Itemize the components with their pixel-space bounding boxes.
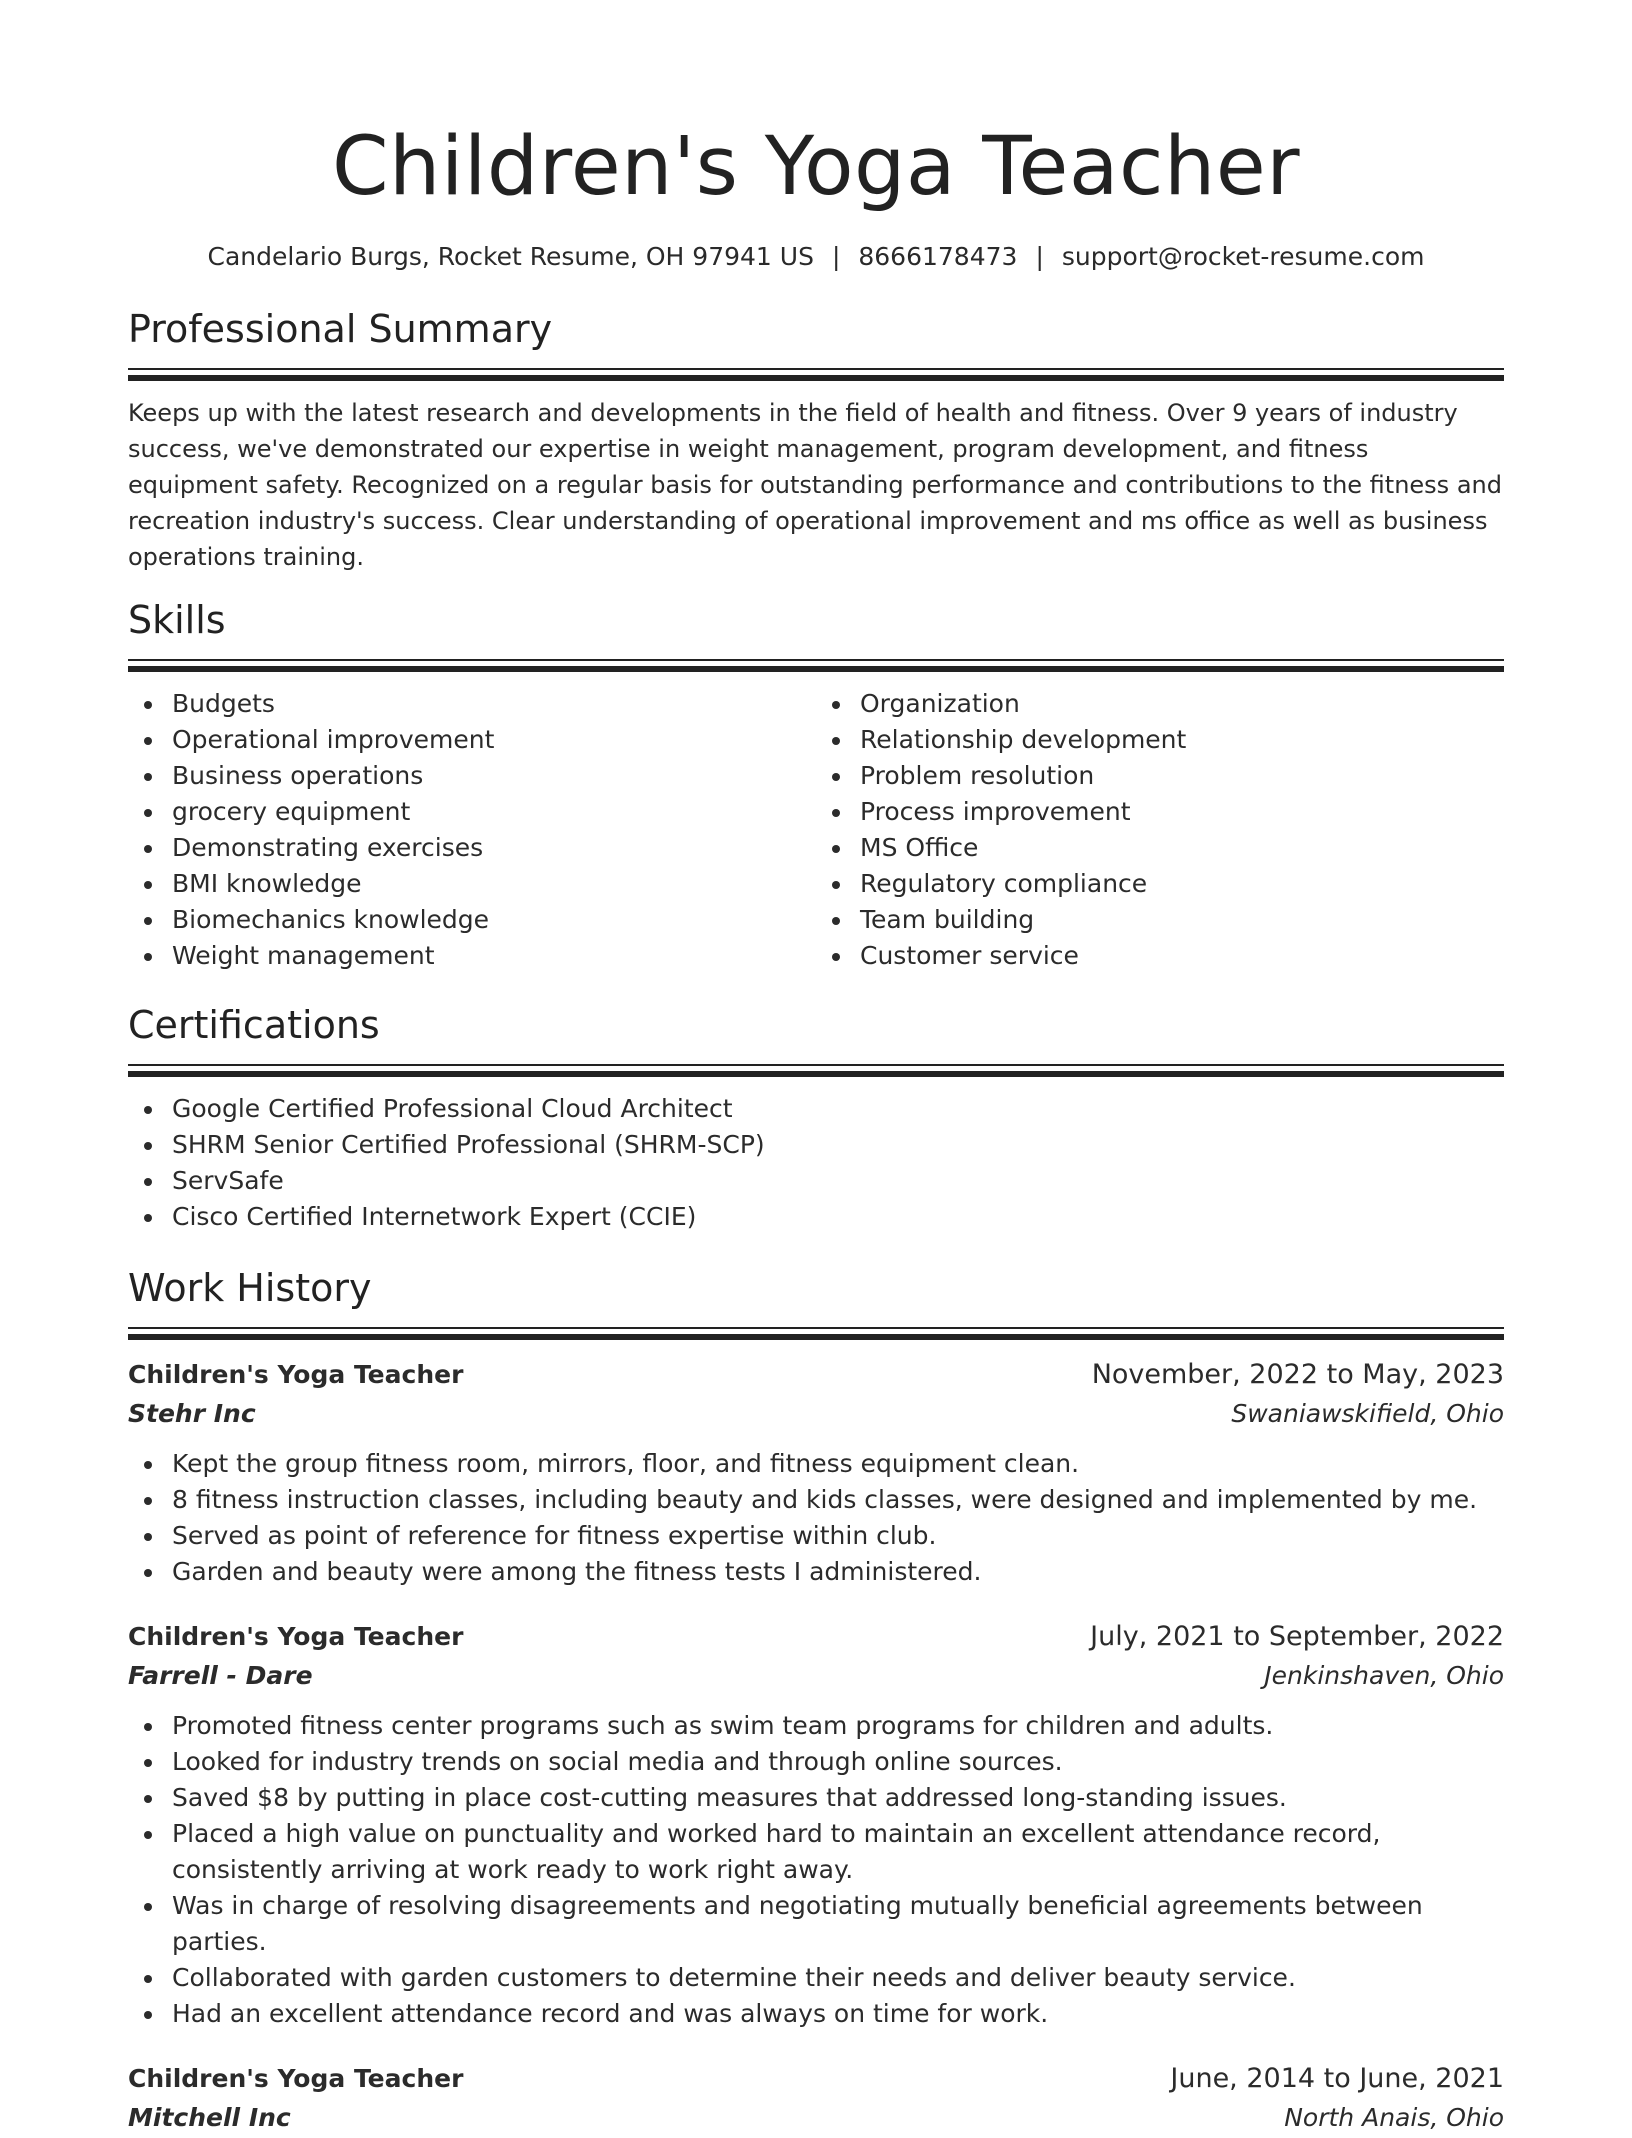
job-entry xyxy=(128,1618,1504,2032)
job-duty: Kept the group fitness room, mirrors, floor, and fitness equipment clean. xyxy=(172,1446,1504,1482)
skill-item: Relationship development xyxy=(860,722,1504,758)
job-location: North Anais, Ohio xyxy=(1284,2103,1504,2132)
skill-item: Customer service xyxy=(860,938,1504,974)
contact-phone: 8666178473 xyxy=(858,242,1018,271)
certification-item: Google Certified Professional Cloud Architect xyxy=(172,1091,1504,1127)
skill-item: Business operations xyxy=(172,758,816,794)
skill-item: MS Office xyxy=(860,830,1504,866)
contact-line xyxy=(128,239,1504,275)
certification-item: Cisco Certified Internetwork Expert (CCIE) xyxy=(172,1199,1504,1235)
job-header-row xyxy=(128,2060,1504,2098)
job-title: Children's Yoga Teacher xyxy=(128,1360,464,1389)
job-company: Farrell - Dare xyxy=(128,1661,313,1690)
skills-section xyxy=(128,595,1504,974)
job-duty: Collaborated with garden customers to determine their needs and deliver beauty service. xyxy=(172,1960,1504,1996)
summary-text: Keeps up with the latest research and developments in the field of health and fitness. Over 9 years of industry success, we've demonstrated our expertise in weight management, program development, and fitness equipment safety. Recognized on a regular basis for outstanding performance and contributions to the fitness and recreation industry's success. Clear understanding of operational improvement and ms office as well as business operations training. xyxy=(128,399,1502,571)
skill-item: Budgets xyxy=(172,686,816,722)
section-divider xyxy=(128,1064,1504,1077)
skill-item: Weight management xyxy=(172,938,816,974)
skill-item: Problem resolution xyxy=(860,758,1504,794)
skills-columns xyxy=(128,686,1504,974)
skills-list-left xyxy=(128,686,816,974)
job-duty: Had an excellent attendance record and was always on time for work. xyxy=(172,1996,1504,2032)
job-company-row xyxy=(128,2098,1504,2138)
skill-item: Biomechanics knowledge xyxy=(172,902,816,938)
work-history-section xyxy=(128,1263,1504,2138)
contact-separator: | xyxy=(1035,242,1044,271)
section-divider xyxy=(128,368,1504,381)
work-history-heading: Work History xyxy=(128,1266,372,1310)
job-location: Swaniawskifield, Ohio xyxy=(1231,1399,1504,1428)
skills-heading: Skills xyxy=(128,598,226,642)
job-title: Children's Yoga Teacher xyxy=(128,1622,464,1651)
skill-item: Team building xyxy=(860,902,1504,938)
job-company-row xyxy=(128,1394,1504,1434)
job-company: Stehr Inc xyxy=(128,1399,256,1428)
resume-title: Children's Yoga Teacher xyxy=(332,120,1300,214)
job-company-row xyxy=(128,1656,1504,1696)
job-header-row xyxy=(128,1356,1504,1394)
skill-item: Organization xyxy=(860,686,1504,722)
job-duty: Garden and beauty were among the fitness tests I administered. xyxy=(172,1554,1504,1590)
job-duty: Looked for industry trends on social media and through online sources. xyxy=(172,1744,1504,1780)
section-divider xyxy=(128,659,1504,672)
job-duty: Was in charge of resolving disagreements and negotiating mutually beneficial agreements between parties. xyxy=(172,1888,1504,1960)
job-duty: Placed a high value on punctuality and worked hard to maintain an excellent attendance record, consistently arriving at work ready to work right away. xyxy=(172,1816,1504,1888)
certifications-list xyxy=(128,1091,1504,1235)
job-duty: Served as point of reference for fitness expertise within club. xyxy=(172,1518,1504,1554)
contact-email[interactable]: support@rocket-resume.com xyxy=(1061,242,1425,271)
skill-item: Regulatory compliance xyxy=(860,866,1504,902)
job-entry xyxy=(128,2060,1504,2138)
job-dates: July, 2021 to September, 2022 xyxy=(1090,1621,1504,1652)
job-dates: November, 2022 to May, 2023 xyxy=(1091,1359,1504,1390)
summary-section xyxy=(128,304,1504,575)
contact-separator: | xyxy=(831,242,841,271)
skill-item: Operational improvement xyxy=(172,722,816,758)
skill-item: Process improvement xyxy=(860,794,1504,830)
job-entry xyxy=(128,1356,1504,1590)
job-duties xyxy=(128,1708,1504,2032)
summary-heading: Professional Summary xyxy=(128,307,553,351)
job-duties xyxy=(128,1446,1504,1590)
resume-content xyxy=(128,0,1504,2138)
job-dates: June, 2014 to June, 2021 xyxy=(1170,2063,1504,2094)
job-company: Mitchell Inc xyxy=(128,2103,291,2132)
contact-address: Candelario Burgs, Rocket Resume, OH 97941 US xyxy=(207,242,814,271)
skill-item: BMI knowledge xyxy=(172,866,816,902)
skill-item: grocery equipment xyxy=(172,794,816,830)
certification-item: ServSafe xyxy=(172,1163,1504,1199)
job-duty: Saved $8 by putting in place cost-cutting measures that addressed long-standing issues. xyxy=(172,1780,1504,1816)
certifications-section xyxy=(128,1000,1504,1235)
certifications-heading: Certifications xyxy=(128,1003,380,1047)
job-location: Jenkinshaven, Ohio xyxy=(1264,1661,1504,1690)
job-duty: 8 fitness instruction classes, including beauty and kids classes, were designed and implemented by me. xyxy=(172,1482,1504,1518)
job-header-row xyxy=(128,1618,1504,1656)
section-divider xyxy=(128,1327,1504,1340)
skill-item: Demonstrating exercises xyxy=(172,830,816,866)
job-title: Children's Yoga Teacher xyxy=(128,2064,464,2093)
job-duty: Promoted fitness center programs such as swim team programs for children and adults. xyxy=(172,1708,1504,1744)
skills-list-right xyxy=(816,686,1504,974)
certification-item: SHRM Senior Certified Professional (SHRM-SCP) xyxy=(172,1127,1504,1163)
